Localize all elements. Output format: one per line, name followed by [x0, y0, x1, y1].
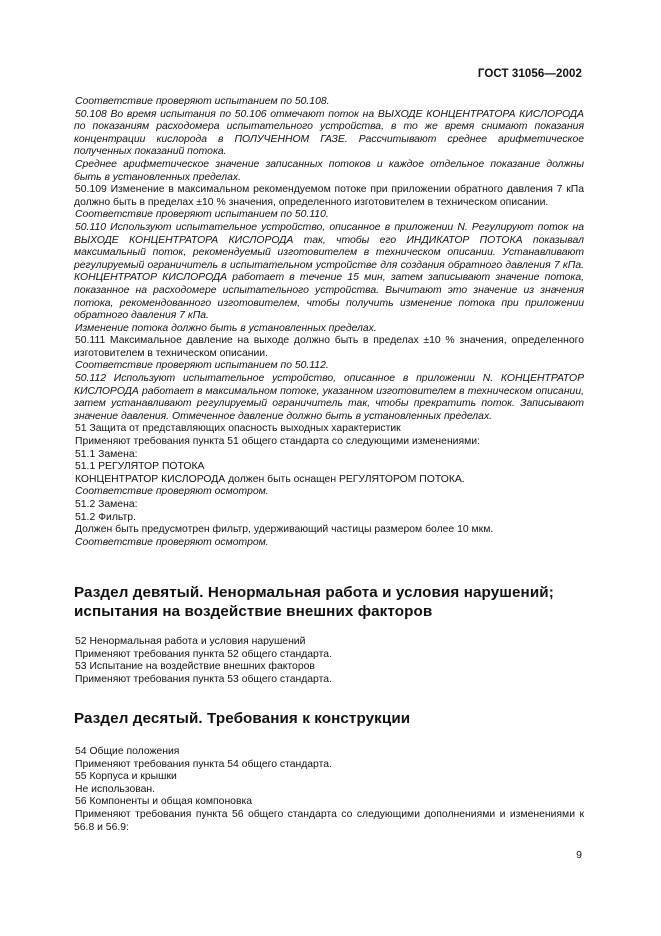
- paragraph: 55 Корпуса и крышки: [75, 771, 177, 783]
- paragraph: 56 Компоненты и общая компоновка: [75, 796, 253, 808]
- paragraph: Применяют требования пункта 52 общего стандарта.: [75, 648, 332, 660]
- paragraph: Применяют требования пункта 54 общего стандарта.: [75, 758, 332, 770]
- section-10-body: [74, 746, 584, 834]
- paragraph: 51.2 Замена:: [75, 499, 138, 510]
- section-10-title: Раздел десятый. Требования к конструкции: [74, 710, 411, 727]
- paragraph: 51.1 Замена:: [75, 448, 138, 460]
- paragraph: Должен быть предусмотрен фильтр, удерживающий частицы размером более 10 мкм.: [75, 524, 494, 536]
- paragraph: Не использован.: [75, 783, 156, 795]
- paragraph: Применяют требования пункта 53 общего стандарта.: [75, 673, 332, 685]
- paragraph: КОНЦЕНТРАТОР КИСЛОРОДА должен быть оснащен РЕГУЛЯТОРОМ ПОТОКА.: [75, 473, 465, 485]
- section-9-title-line1: Раздел девятый. Ненормальная работа и условия нарушений;: [74, 584, 554, 601]
- page-number: 9: [576, 849, 582, 861]
- paragraph: 50.112 Используют испытательное устройство, описанное в приложении N. КОНЦЕНТРАТОР КИСЛОРОДА работает в максимальном потоке, указанном изготовителем в техническом описании, затем устанавливают регулируемый ограничитель так, чтобы прекратить поток. Записывают значение давления. Отмеченное давление должно быть в установленных пределах.: [74, 373, 584, 422]
- paragraph: Изменение потока должно быть в установленных пределах.: [75, 322, 377, 334]
- section-9-body: [74, 636, 584, 686]
- section-9-title: [74, 584, 586, 621]
- paragraph: Соответствие проверяют испытанием по 50.108.: [75, 96, 330, 107]
- paragraph: 50.111 Максимальное давление на выходе должно быть в пределах ±10 % значения, определенного изготовителем в техническом описании.: [74, 335, 584, 359]
- paragraph: 51.2 Фильтр.: [75, 511, 136, 523]
- paragraph: 51.1 РЕГУЛЯТОР ПОТОКА: [75, 461, 205, 473]
- paragraph: 50.110 Используют испытательное устройство, описанное в приложении N. Регулируют поток на ВЫХОДЕ КОНЦЕНТРАТОРА КИСЛОРОДА так, чтобы его ИНДИКАТОР ПОТОКА показывал максимальный поток, рекомендуемый изготовителем в техническом описании. Устанавливают регулируемый ограничитель в испытательном устройстве для создания обратного давления 7 кПа. КОНЦЕНТРАТОР КИСЛОРОДА работает в течение 15 мин, затем записывают значение потока, показанное на расходомере испытательного устройства. Вычитают это значение из значения потока, рекомендованного изготовителем, чтобы получить изменение потока при приложении обратного давления 7 кПа.: [74, 221, 584, 322]
- paragraph: 50.108 Во время испытания по 50.106 отмечают поток на ВЫХОДЕ КОНЦЕНТРАТОРА КИСЛОРОДА по показаниям расходомера испытательного устройства, в то же время снимают показания концентрации кислорода в ПОЛУЧЕННОМ ГАЗЕ. Рассчитывают среднее арифметическое полученных показаний потока.: [74, 108, 584, 158]
- paragraph: Среднее арифметическое значение записанных потоков и каждое отдельное показание должны быть в установленных пределах.: [74, 158, 584, 183]
- section-9-title-line2: испытания на воздействие внешних факторов: [74, 602, 433, 620]
- paragraph: 52 Ненормальная работа и условия нарушений: [75, 636, 306, 647]
- paragraph: Соответствие проверяют осмотром.: [75, 536, 269, 548]
- paragraph: 51 Защита от представляющих опасность выходных характеристик: [75, 423, 401, 435]
- paragraph: Соответствие проверяют осмотром.: [75, 486, 269, 498]
- paragraph: 54 Общие положения: [75, 746, 180, 757]
- paragraph: Соответствие проверяют испытанием по 50.112.: [75, 360, 329, 372]
- paragraph: Соответствие проверяют испытанием по 50.110.: [75, 209, 329, 221]
- paragraph: 53 Испытание на воздействие внешних факторов: [75, 661, 315, 673]
- section-8-continuation: [74, 96, 584, 549]
- document-code-header: ГОСТ 31056—2002: [477, 68, 582, 80]
- paragraph: Применяют требования пункта 51 общего стандарта со следующими изменениями:: [75, 436, 480, 448]
- paragraph: Применяют требования пункта 56 общего стандарта со следующими дополнениями и изменениями к 56.8 и 56.9:: [74, 808, 584, 833]
- paragraph: 50.109 Изменение в максимальном рекомендуемом потоке при приложении обратного давления 7 кПа должно быть в пределах ±10 % значения, определенного изготовителем в техническом описании.: [74, 184, 584, 208]
